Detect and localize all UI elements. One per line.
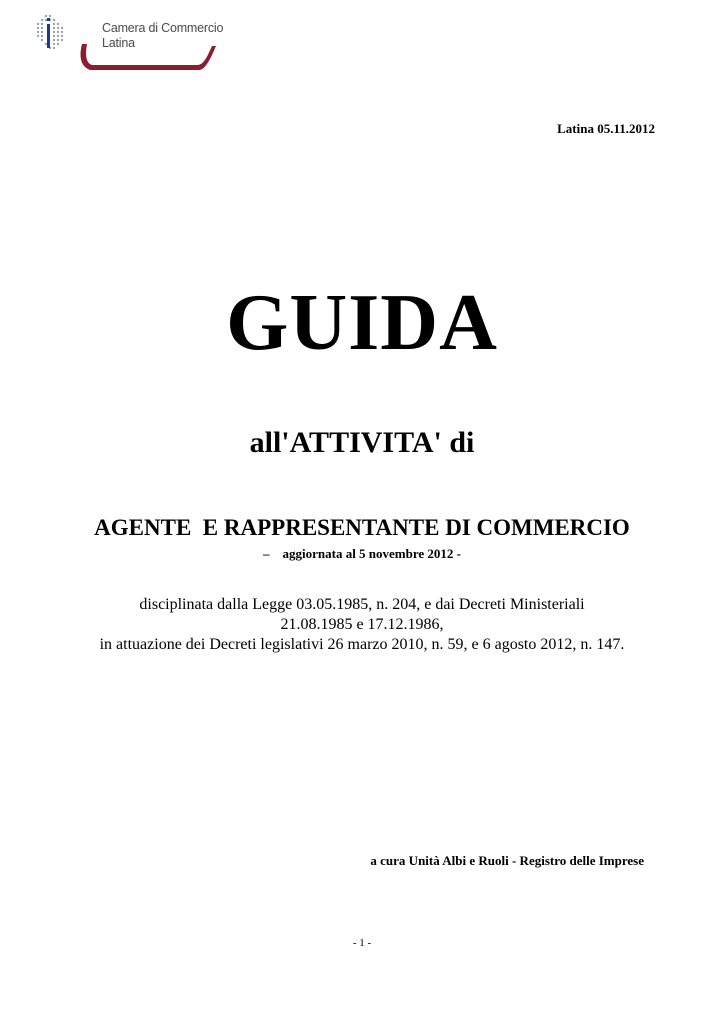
page-number: - 1 -: [352, 937, 372, 949]
chamber-name: [102, 21, 223, 51]
profession-heading: AGENTE E RAPPRESENTANTE DI COMMERCIO: [94, 515, 630, 540]
chamber-name-line1: Camera di Commercio: [102, 21, 224, 35]
chamber-name-line2: Latina: [102, 36, 135, 50]
document-date: Latina 05.11.2012: [557, 121, 655, 136]
document-subtitle: all'ATTIVITA' di: [249, 426, 475, 459]
document-title: GUIDA: [226, 279, 498, 367]
curated-by: a cura Unità Albi e Ruoli - Registro delle Imprese: [370, 853, 644, 868]
legal-description-line1: disciplinata dalla Legge 03.05.1985, n. 204, e dai Decreti Ministeriali: [139, 596, 585, 613]
update-note: – aggiornata al 5 novembre 2012 -: [263, 546, 461, 561]
chamber-logo: [34, 10, 234, 80]
legal-description-line3: in attuazione dei Decreti legislativi 26 marzo 2010, n. 59, e 6 agosto 2012, n. 147.: [99, 636, 625, 653]
legal-description: [0, 595, 724, 655]
legal-description-line2: 21.08.1985 e 17.12.1986,: [280, 616, 444, 633]
